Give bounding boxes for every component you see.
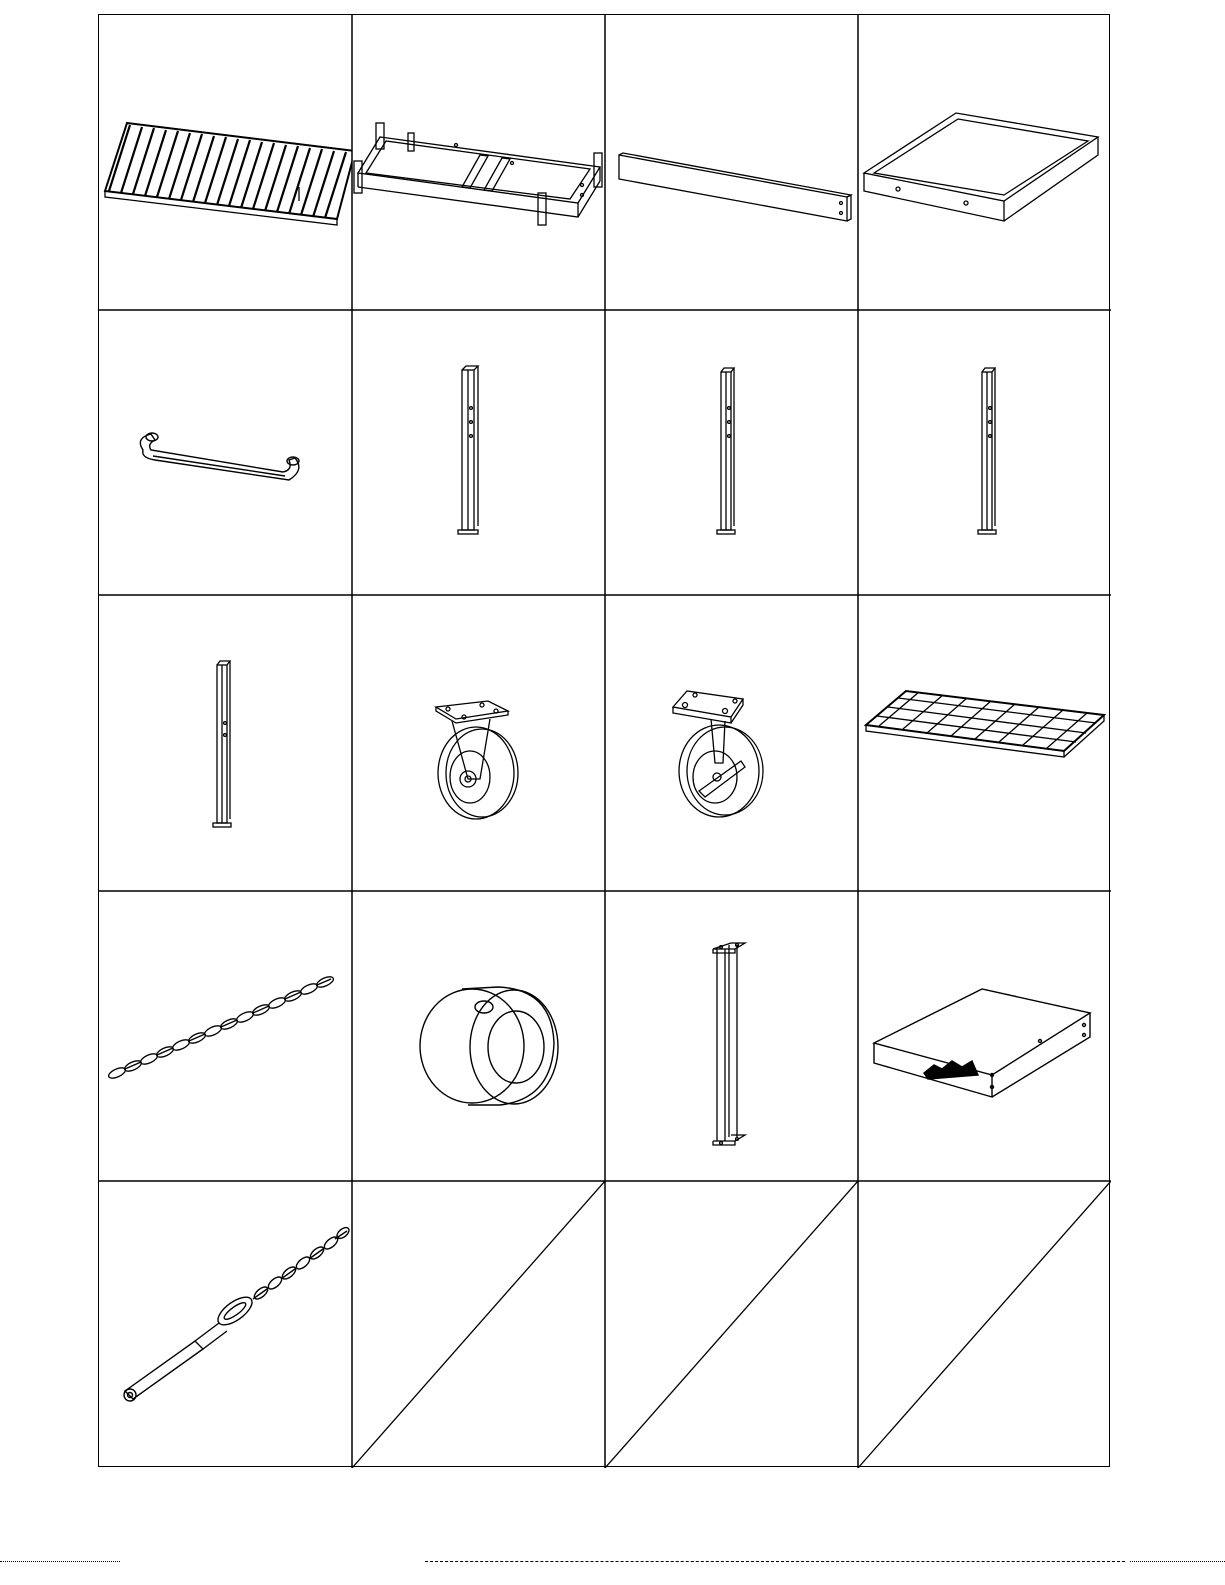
part-cell bbox=[99, 891, 352, 1181]
empty-slot bbox=[352, 1181, 605, 1468]
chain-pin-icon bbox=[99, 1181, 352, 1468]
empty-slot bbox=[605, 1181, 858, 1468]
front-panel-bar-icon bbox=[605, 15, 858, 310]
part-cell bbox=[99, 15, 352, 310]
part-cell bbox=[99, 595, 352, 891]
part-cell bbox=[99, 1181, 352, 1468]
empty-slot-icon bbox=[605, 1181, 858, 1468]
leg-post-icon bbox=[858, 310, 1111, 595]
warming-rack-icon bbox=[858, 595, 1111, 891]
base-frame-icon bbox=[352, 15, 605, 310]
part-cell bbox=[858, 891, 1111, 1181]
part-cell bbox=[858, 15, 1111, 310]
part-cell bbox=[858, 595, 1111, 891]
chain-icon bbox=[99, 891, 352, 1181]
leg-post-icon bbox=[99, 595, 352, 891]
cooking-grate-icon bbox=[99, 15, 352, 310]
leg-post-icon bbox=[605, 310, 858, 595]
part-cell bbox=[605, 891, 858, 1181]
part-cell bbox=[352, 891, 605, 1181]
part-cell bbox=[352, 310, 605, 595]
empty-slot bbox=[858, 1181, 1111, 1468]
handle-icon bbox=[99, 310, 352, 595]
part-cell bbox=[858, 310, 1111, 595]
part-cell bbox=[352, 15, 605, 310]
page-footer-rule bbox=[0, 1561, 120, 1562]
part-cell bbox=[605, 15, 858, 310]
parts-grid bbox=[98, 14, 1110, 1467]
empty-slot-icon bbox=[858, 1181, 1111, 1468]
support-bracket-icon bbox=[605, 891, 858, 1181]
swivel-brake-caster-icon bbox=[605, 595, 858, 891]
page-footer-rule bbox=[425, 1561, 1125, 1562]
drip-tray-icon bbox=[858, 15, 1111, 310]
leg-post-icon bbox=[352, 310, 605, 595]
roller-icon bbox=[352, 891, 605, 1181]
page-footer-rule bbox=[1130, 1561, 1225, 1562]
part-cell bbox=[99, 310, 352, 595]
part-cell bbox=[352, 595, 605, 891]
part-cell bbox=[605, 310, 858, 595]
fixed-caster-wheel-icon bbox=[352, 595, 605, 891]
empty-slot-icon bbox=[352, 1181, 605, 1468]
firebox-icon bbox=[858, 891, 1111, 1181]
part-cell bbox=[605, 595, 858, 891]
